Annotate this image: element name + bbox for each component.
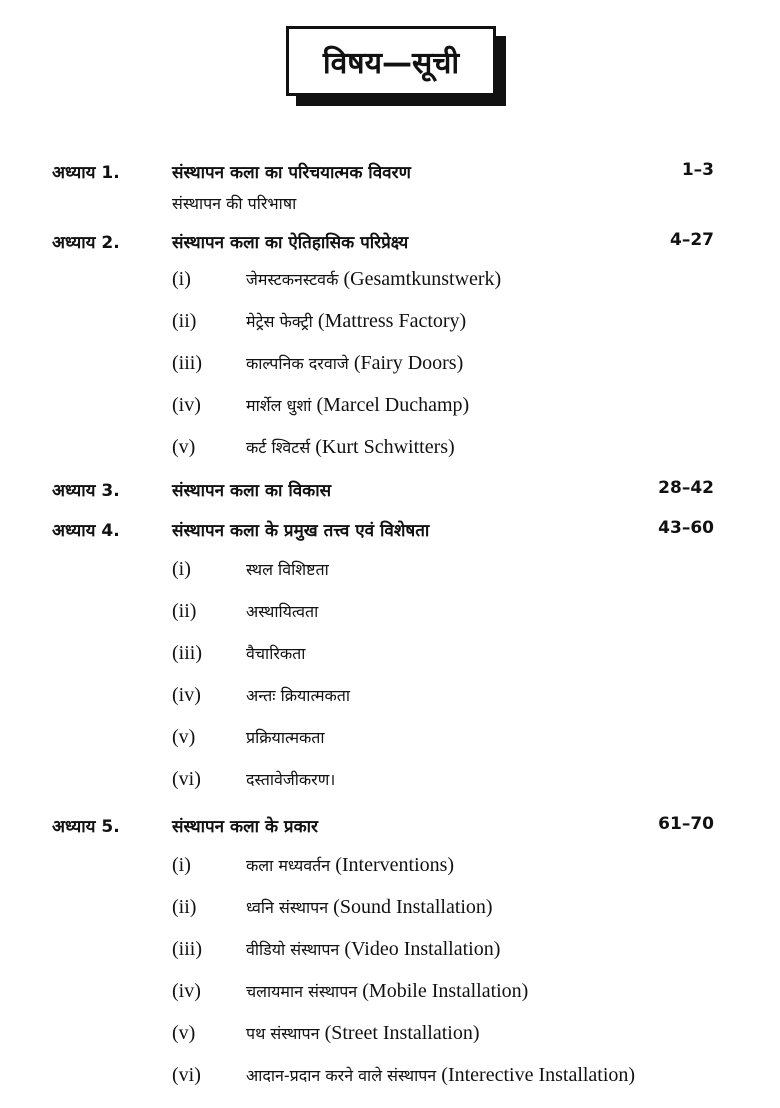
item-text	[246, 980, 528, 1003]
item-hindi: जेमस्टकनस्टवर्क	[246, 270, 339, 289]
chapter-title: संस्थापन कला का परिचयात्मक विवरण	[172, 163, 411, 183]
item-number: (i)	[172, 268, 191, 290]
item-number: (ii)	[172, 896, 197, 918]
chapter-label: अध्याय 5.	[52, 817, 120, 837]
item-hindi: काल्पनिक दरवाजे	[246, 354, 349, 373]
chapter-pages: 43–60	[658, 518, 714, 538]
toc-item	[0, 268, 780, 302]
toc-item	[0, 600, 780, 634]
chapter-title: संस्थापन कला का विकास	[172, 481, 332, 501]
item-text	[246, 558, 329, 580]
item-text	[246, 854, 454, 877]
item-hindi: मार्शेल धुशां	[246, 396, 312, 415]
toc-item	[0, 310, 780, 344]
item-text	[246, 726, 325, 748]
item-english: (Kurt Schwitters)	[315, 436, 455, 458]
item-number: (i)	[172, 558, 191, 580]
chapter-row	[0, 518, 780, 552]
toc-item	[0, 642, 780, 676]
item-number: (i)	[172, 854, 191, 876]
chapter-pages: 61–70	[658, 814, 714, 834]
page-title: विषय—सूची	[286, 26, 496, 96]
item-hindi: अस्थायित्वता	[246, 602, 319, 621]
item-number: (iii)	[172, 642, 202, 664]
toc-item	[0, 768, 780, 802]
chapter-title: संस्थापन कला के प्रकार	[172, 817, 319, 837]
item-hindi: पथ संस्थापन	[246, 1024, 320, 1043]
item-number: (ii)	[172, 310, 197, 332]
item-text	[246, 768, 335, 790]
item-english: (Fairy Doors)	[353, 352, 464, 374]
toc-item	[0, 980, 780, 1014]
toc-item	[0, 684, 780, 718]
item-text	[246, 938, 500, 961]
item-text	[246, 1022, 480, 1045]
toc-item	[0, 1022, 780, 1056]
item-hindi: चलायमान संस्थापन	[246, 982, 358, 1001]
item-hindi: ध्वनि संस्थापन	[246, 898, 329, 917]
item-number: (v)	[172, 726, 196, 748]
item-text	[246, 684, 350, 706]
toc-item	[0, 854, 780, 888]
item-hindi: वैचारिकता	[246, 644, 306, 663]
item-hindi: कर्ट श्विटर्स	[246, 438, 311, 457]
item-hindi: कला मध्यवर्तन	[246, 856, 331, 875]
item-text	[246, 1064, 635, 1087]
item-english: (Marcel Duchamp)	[316, 394, 470, 416]
toc-item	[0, 938, 780, 972]
item-english: (Street Installation)	[324, 1022, 480, 1044]
chapter-row	[0, 160, 780, 194]
item-number: (iii)	[172, 938, 202, 960]
item-text	[246, 642, 305, 664]
toc-item	[0, 726, 780, 760]
item-english: (Interective Installation)	[441, 1064, 636, 1086]
item-english: (Interventions)	[335, 854, 455, 876]
item-number: (v)	[172, 1022, 196, 1044]
toc-item	[0, 558, 780, 592]
title-box	[286, 26, 496, 96]
item-number: (iv)	[172, 684, 201, 706]
item-number: (iv)	[172, 394, 201, 416]
item-hindi: मेट्रेस फेक्ट्री	[246, 312, 313, 331]
toc-item	[0, 394, 780, 428]
item-text	[246, 896, 493, 919]
item-hindi: अन्तः क्रियात्मकता	[246, 686, 351, 705]
item-text	[246, 600, 318, 622]
toc-item	[0, 352, 780, 386]
item-number: (vi)	[172, 1064, 201, 1086]
item-number: (ii)	[172, 600, 197, 622]
item-english: (Sound Installation)	[333, 896, 493, 918]
item-english: (Mattress Factory)	[317, 310, 467, 332]
chapter-title: संस्थापन कला का ऐतिहासिक परिप्रेक्ष्य	[172, 233, 409, 253]
chapter-label: अध्याय 4.	[52, 521, 120, 541]
chapter-row	[0, 814, 780, 848]
item-text	[246, 268, 501, 291]
item-text	[246, 310, 466, 333]
chapter-subtitle-row	[0, 192, 780, 226]
item-number: (iii)	[172, 352, 202, 374]
item-english: (Gesamtkunstwerk)	[343, 268, 502, 290]
item-english: (Mobile Installation)	[362, 980, 529, 1002]
item-text	[246, 436, 455, 459]
chapter-title: संस्थापन कला के प्रमुख तत्त्व एवं विशेषता	[172, 521, 430, 541]
chapter-pages: 1–3	[681, 160, 714, 180]
item-hindi: दस्तावेजीकरण।	[246, 770, 336, 789]
item-english: (Video Installation)	[344, 938, 501, 960]
item-text	[246, 352, 463, 375]
item-number: (v)	[172, 436, 196, 458]
item-hindi: स्थल विशिष्टता	[246, 560, 329, 579]
item-hindi: वीडियो संस्थापन	[246, 940, 340, 959]
item-hindi: आदान-प्रदान करने वाले संस्थापन	[246, 1066, 437, 1085]
toc-item	[0, 436, 780, 470]
chapter-label: अध्याय 3.	[52, 481, 120, 501]
toc-item	[0, 896, 780, 930]
toc-item	[0, 1064, 780, 1098]
chapter-row	[0, 478, 780, 512]
item-number: (vi)	[172, 768, 201, 790]
item-text	[246, 394, 469, 417]
chapter-label: अध्याय 1.	[52, 163, 120, 183]
chapter-pages: 4–27	[670, 230, 714, 250]
item-number: (iv)	[172, 980, 201, 1002]
chapter-label: अध्याय 2.	[52, 233, 120, 253]
chapter-subtitle: संस्थापन की परिभाषा	[172, 194, 297, 213]
chapter-row	[0, 230, 780, 264]
chapter-pages: 28–42	[658, 478, 714, 498]
item-hindi: प्रक्रियात्मकता	[246, 728, 325, 747]
